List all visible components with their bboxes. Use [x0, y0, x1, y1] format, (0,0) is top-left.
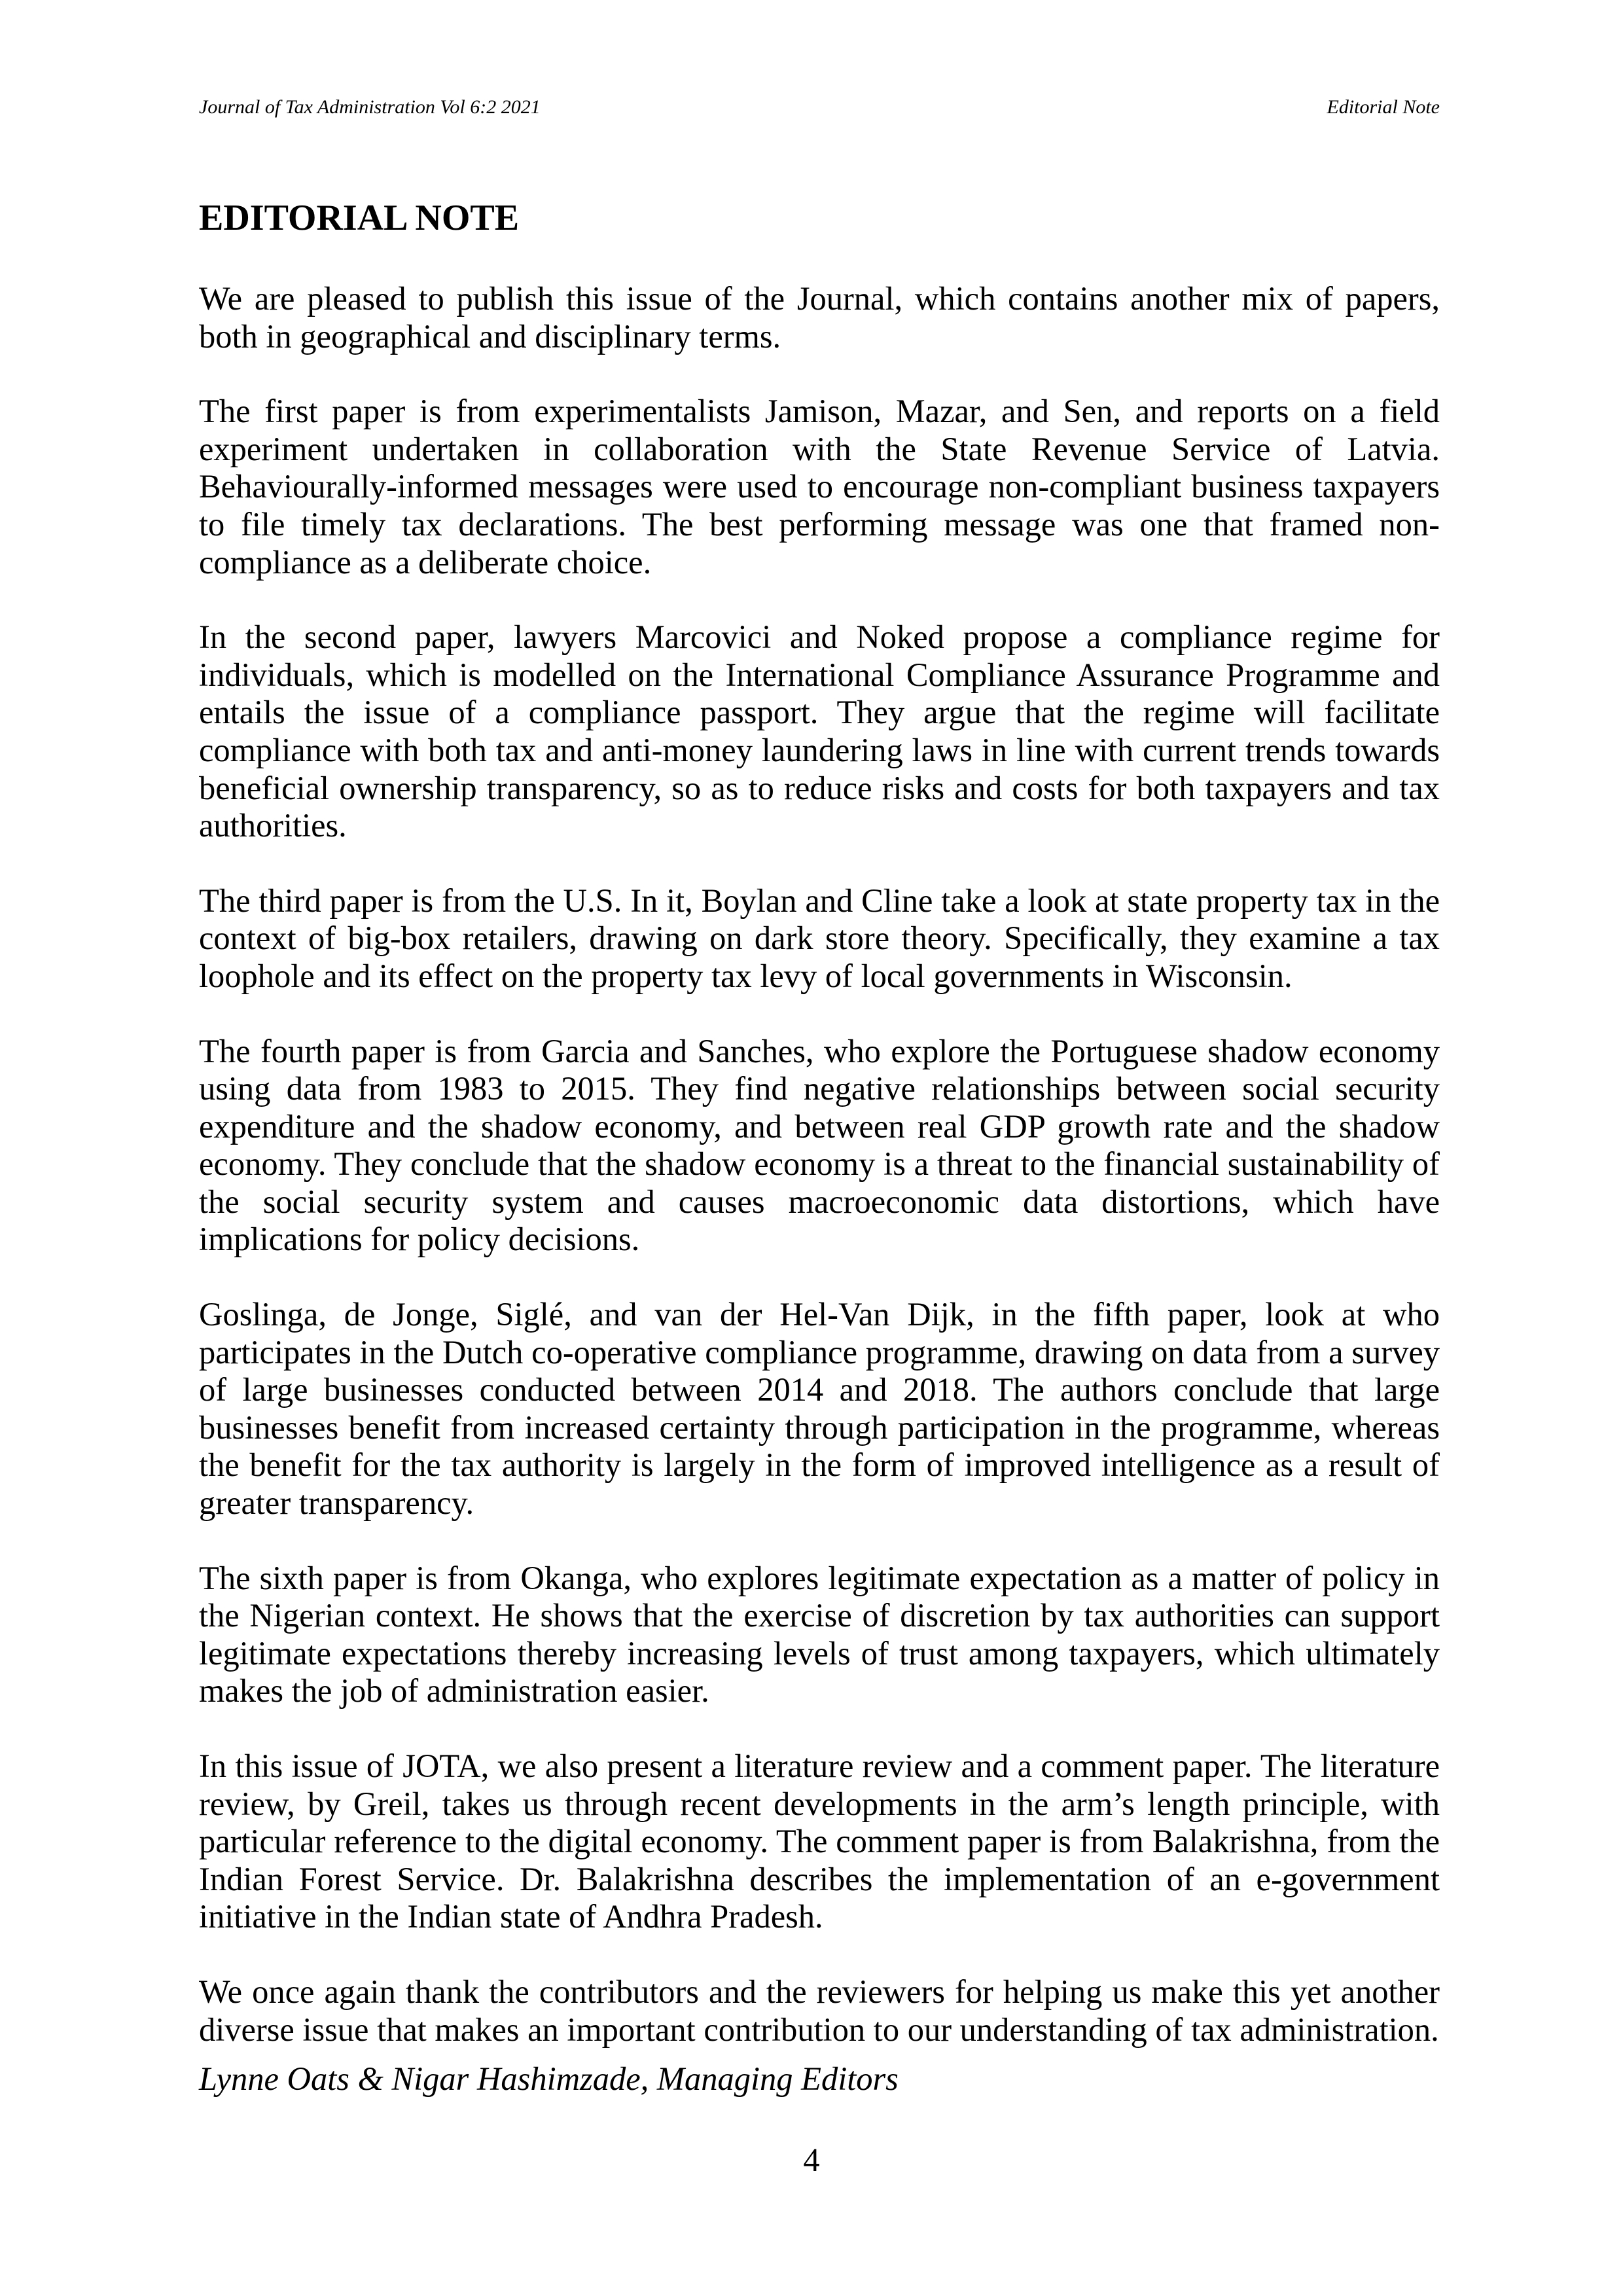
paragraph-fourth-paper: The fourth paper is from Garcia and Sanches, who explore the Portuguese shadow economy using data from 1983 to 2015. They find negative relationships between social security expenditure and the shadow economy, and between real GDP growth rate and the shadow economy. They conclude that the shadow economy is a threat to the financial sustainability of the social security system and causes macroeconomic data distortions, which have implications for policy decisions.	[199, 1032, 1440, 1258]
paragraph-third-paper: The third paper is from the U.S. In it, Boylan and Cline take a look at state property tax in the context of big-box retailers, drawing on dark store theory. Specifically, they examine a tax loophole and its effect on the property tax levy of local governments in Wisconsin.	[199, 882, 1440, 994]
paragraph-thanks: We once again thank the contributors and the reviewers for helping us make this yet another diverse issue that makes an important contribution to our understanding of tax administration.	[199, 1973, 1440, 2048]
journal-citation: Journal of Tax Administration Vol 6:2 2021	[199, 96, 541, 118]
paragraph-fifth-paper: Goslinga, de Jonge, Siglé, and van der Hel-Van Dijk, in the fifth paper, look at who participates in the Dutch co-operative compliance programme, drawing on data from a survey of large businesses conducted between 2014 and 2018. The authors conclude that large businesses benefit from increased certainty through participation in the programme, whereas the benefit for the tax authority is largely in the form of improved intelligence as a result of greater transparency.	[199, 1296, 1440, 1522]
page-number: 4	[803, 2142, 820, 2178]
paragraph-second-paper: In the second paper, lawyers Marcovici and Noked propose a compliance regime for individuals, which is modelled on the International Compliance Assurance Programme and entails the issue of a compliance passport. They argue that the regime will facilitate compliance with both tax and anti-money laundering laws in line with current trends towards beneficial ownership transparency, so as to reduce risks and costs for both taxpayers and tax authorities.	[199, 619, 1440, 844]
paragraph-review-and-comment: In this issue of JOTA, we also present a literature review and a comment paper. The literature review, by Greil, takes us through recent developments in the arm’s length principle, with particular reference to the digital economy. The comment paper is from Balakrishna, from the Indian Forest Service. Dr. Balakrishna describes the implementation of an e-government initiative in the Indian state of Andhra Pradesh.	[199, 1748, 1440, 1935]
page-title: EDITORIAL NOTE	[199, 198, 520, 238]
section-label: Editorial Note	[1327, 96, 1440, 118]
running-header	[199, 96, 1440, 119]
editors-signature: Lynne Oats & Nigar Hashimzade, Managing Editors	[199, 2060, 899, 2097]
paragraph-sixth-paper: The sixth paper is from Okanga, who explores legitimate expectation as a matter of policy in the Nigerian context. He shows that the exercise of discretion by tax authorities can support legitimate expectations thereby increasing levels of trust among taxpayers, which ultimately makes the job of administration easier.	[199, 1559, 1440, 1710]
body-text	[199, 280, 1440, 2086]
paragraph-intro: We are pleased to publish this issue of the Journal, which contains another mix of papers, both in geographical and disciplinary terms.	[199, 280, 1440, 355]
paragraph-first-paper: The first paper is from experimentalists Jamison, Mazar, and Sen, and reports on a field experiment undertaken in collaboration with the State Revenue Service of Latvia. Behaviourally-informed messages were used to encourage non-compliant business taxpayers to file timely tax declarations. The best performing message was one that framed non-compliance as a deliberate choice.	[199, 393, 1440, 581]
